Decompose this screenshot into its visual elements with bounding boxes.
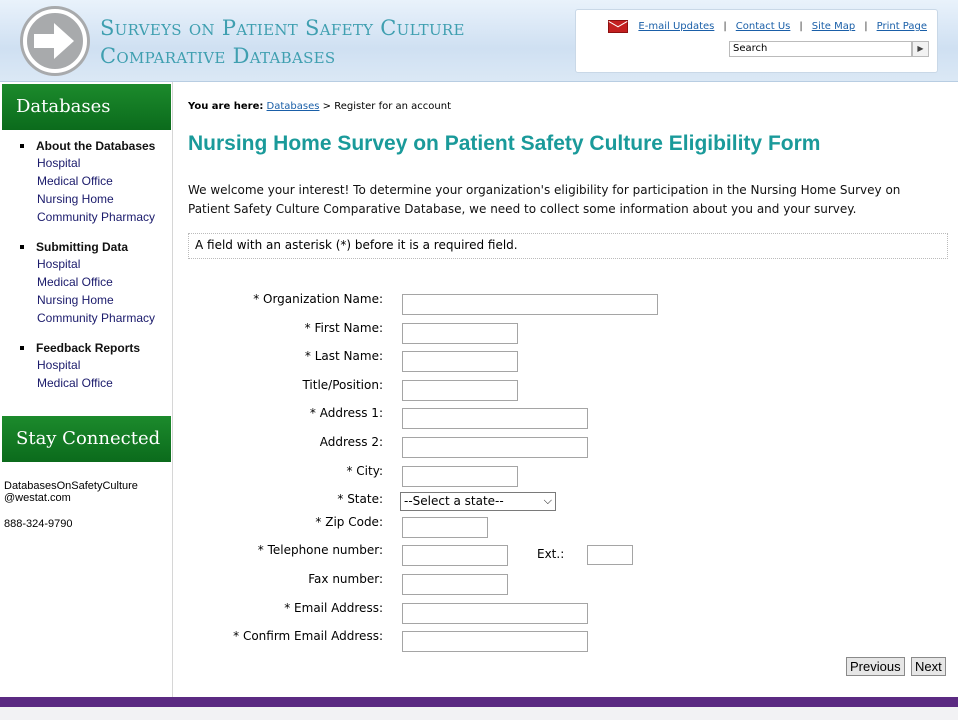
divider: | — [723, 21, 727, 32]
form-row-title — [188, 378, 948, 400]
sidebar — [0, 82, 173, 697]
form-row-fax — [188, 572, 948, 594]
form-row-first-name — [188, 321, 948, 343]
logo-title-line2[interactable]: Comparative Databases — [100, 44, 336, 68]
zip-code-field[interactable] — [402, 517, 488, 538]
address2-label: Address 2: — [319, 435, 383, 449]
sidebar-section-title[interactable]: Submitting Data — [20, 240, 155, 257]
last-name-field[interactable] — [402, 351, 518, 372]
mail-icon[interactable] — [608, 20, 628, 33]
form-row-email — [188, 601, 948, 623]
last-name-label: * Last Name: — [304, 349, 383, 363]
telephone-label: * Telephone number: — [257, 543, 383, 557]
sidebar-item-community-pharmacy[interactable]: Community Pharmacy — [37, 311, 156, 325]
breadcrumb-prefix: You are here: — [188, 101, 264, 112]
fax-label: Fax number: — [308, 572, 383, 586]
logo-title-line1[interactable]: Surveys on Patient Safety Culture — [100, 16, 465, 40]
search-input[interactable]: Search — [729, 41, 912, 57]
title-position-field[interactable] — [402, 380, 518, 401]
sidebar-item-hospital[interactable]: Hospital — [37, 257, 81, 271]
sidebar-section-title[interactable]: About the Databases — [20, 139, 155, 156]
sidebar-item-medical-office[interactable]: Medical Office — [37, 275, 113, 289]
contact-phone: 888-324-9790 — [4, 518, 73, 530]
divider: | — [799, 21, 803, 32]
address2-field[interactable] — [402, 437, 588, 458]
print-page-link[interactable]: Print Page — [876, 21, 927, 32]
address1-field[interactable] — [402, 408, 588, 429]
city-field[interactable] — [402, 466, 518, 487]
sidebar-section-submitting — [20, 240, 155, 329]
breadcrumb — [188, 101, 451, 112]
utility-box — [575, 9, 938, 73]
intro-text: We welcome your interest! To determine your organization's eligibility for participation in the Nursing Home Survey on Patient Safety Culture Comparative Database, we need to collect some information about you and your survey. — [188, 183, 901, 216]
previous-button[interactable]: Previous — [846, 657, 905, 676]
breadcrumb-current: > Register for an account — [322, 101, 451, 112]
fax-field[interactable] — [402, 574, 508, 595]
site-header — [0, 0, 958, 82]
organization-name-field[interactable] — [402, 294, 658, 315]
sidebar-section-about — [20, 139, 155, 228]
search-arrow-icon[interactable]: ▶ — [912, 41, 929, 57]
email-updates-link[interactable]: E-mail Updates — [638, 21, 715, 32]
page-title: Nursing Home Survey on Patient Safety Culture Eligibility Form — [188, 132, 821, 155]
confirm-email-field[interactable] — [402, 631, 588, 652]
form-row-address1 — [188, 406, 948, 428]
email-field[interactable] — [402, 603, 588, 624]
contact-email[interactable] — [4, 480, 138, 504]
first-name-field[interactable] — [402, 323, 518, 344]
sidebar-item-hospital[interactable]: Hospital — [37, 358, 81, 372]
required-field-note: A field with an asterisk (*) before it is a required field. — [188, 233, 948, 259]
next-button[interactable]: Next — [911, 657, 946, 676]
sidebar-item-community-pharmacy[interactable]: Community Pharmacy — [37, 210, 156, 224]
form-row-telephone — [188, 543, 948, 565]
confirm-email-label: * Confirm Email Address: — [233, 629, 383, 643]
sidebar-section-feedback — [20, 341, 140, 394]
telephone-field[interactable] — [402, 545, 508, 566]
title-position-label: Title/Position: — [302, 378, 383, 392]
footer-bar — [0, 697, 958, 707]
form-row-address2 — [188, 435, 948, 457]
logo-arrow-icon[interactable] — [20, 6, 90, 76]
address1-label: * Address 1: — [309, 406, 383, 420]
form-row-last-name — [188, 349, 948, 371]
first-name-label: * First Name: — [304, 321, 383, 335]
contact-email-line1[interactable]: DatabasesOnSafetyCulture — [4, 480, 138, 492]
sidebar-stay-connected-heading: Stay Connected — [2, 416, 171, 462]
contact-email-line2[interactable]: @westat.com — [4, 492, 71, 504]
sidebar-item-medical-office[interactable]: Medical Office — [37, 174, 113, 188]
sidebar-item-medical-office[interactable]: Medical Office — [37, 376, 113, 390]
form-row-zip — [188, 515, 948, 537]
zip-code-label: * Zip Code: — [315, 515, 383, 529]
extension-label: Ext.: — [537, 547, 565, 561]
breadcrumb-databases-link[interactable]: Databases — [266, 101, 320, 112]
form-row-confirm-email — [188, 629, 948, 651]
email-label: * Email Address: — [284, 601, 383, 615]
state-label: * State: — [337, 492, 383, 506]
state-select-value: --Select a state-- — [404, 494, 504, 508]
state-select[interactable] — [400, 492, 556, 511]
form-row-city — [188, 464, 948, 486]
sidebar-section-title[interactable]: Feedback Reports — [20, 341, 140, 358]
divider: | — [864, 21, 868, 32]
sidebar-item-hospital[interactable]: Hospital — [37, 156, 81, 170]
contact-us-link[interactable]: Contact Us — [735, 21, 791, 32]
form-row-organization — [188, 292, 948, 314]
chevron-down-icon: ⌵ — [543, 494, 552, 507]
site-map-link[interactable]: Site Map — [811, 21, 856, 32]
sidebar-item-nursing-home[interactable]: Nursing Home — [37, 293, 114, 307]
utility-links — [608, 20, 927, 33]
footer-strip — [0, 707, 958, 720]
extension-field[interactable] — [587, 545, 633, 565]
sidebar-item-nursing-home[interactable]: Nursing Home — [37, 192, 114, 206]
organization-name-label: * Organization Name: — [253, 292, 383, 306]
form-row-state — [188, 492, 948, 514]
city-label: * City: — [346, 464, 383, 478]
sidebar-databases-heading: Databases — [2, 84, 171, 130]
